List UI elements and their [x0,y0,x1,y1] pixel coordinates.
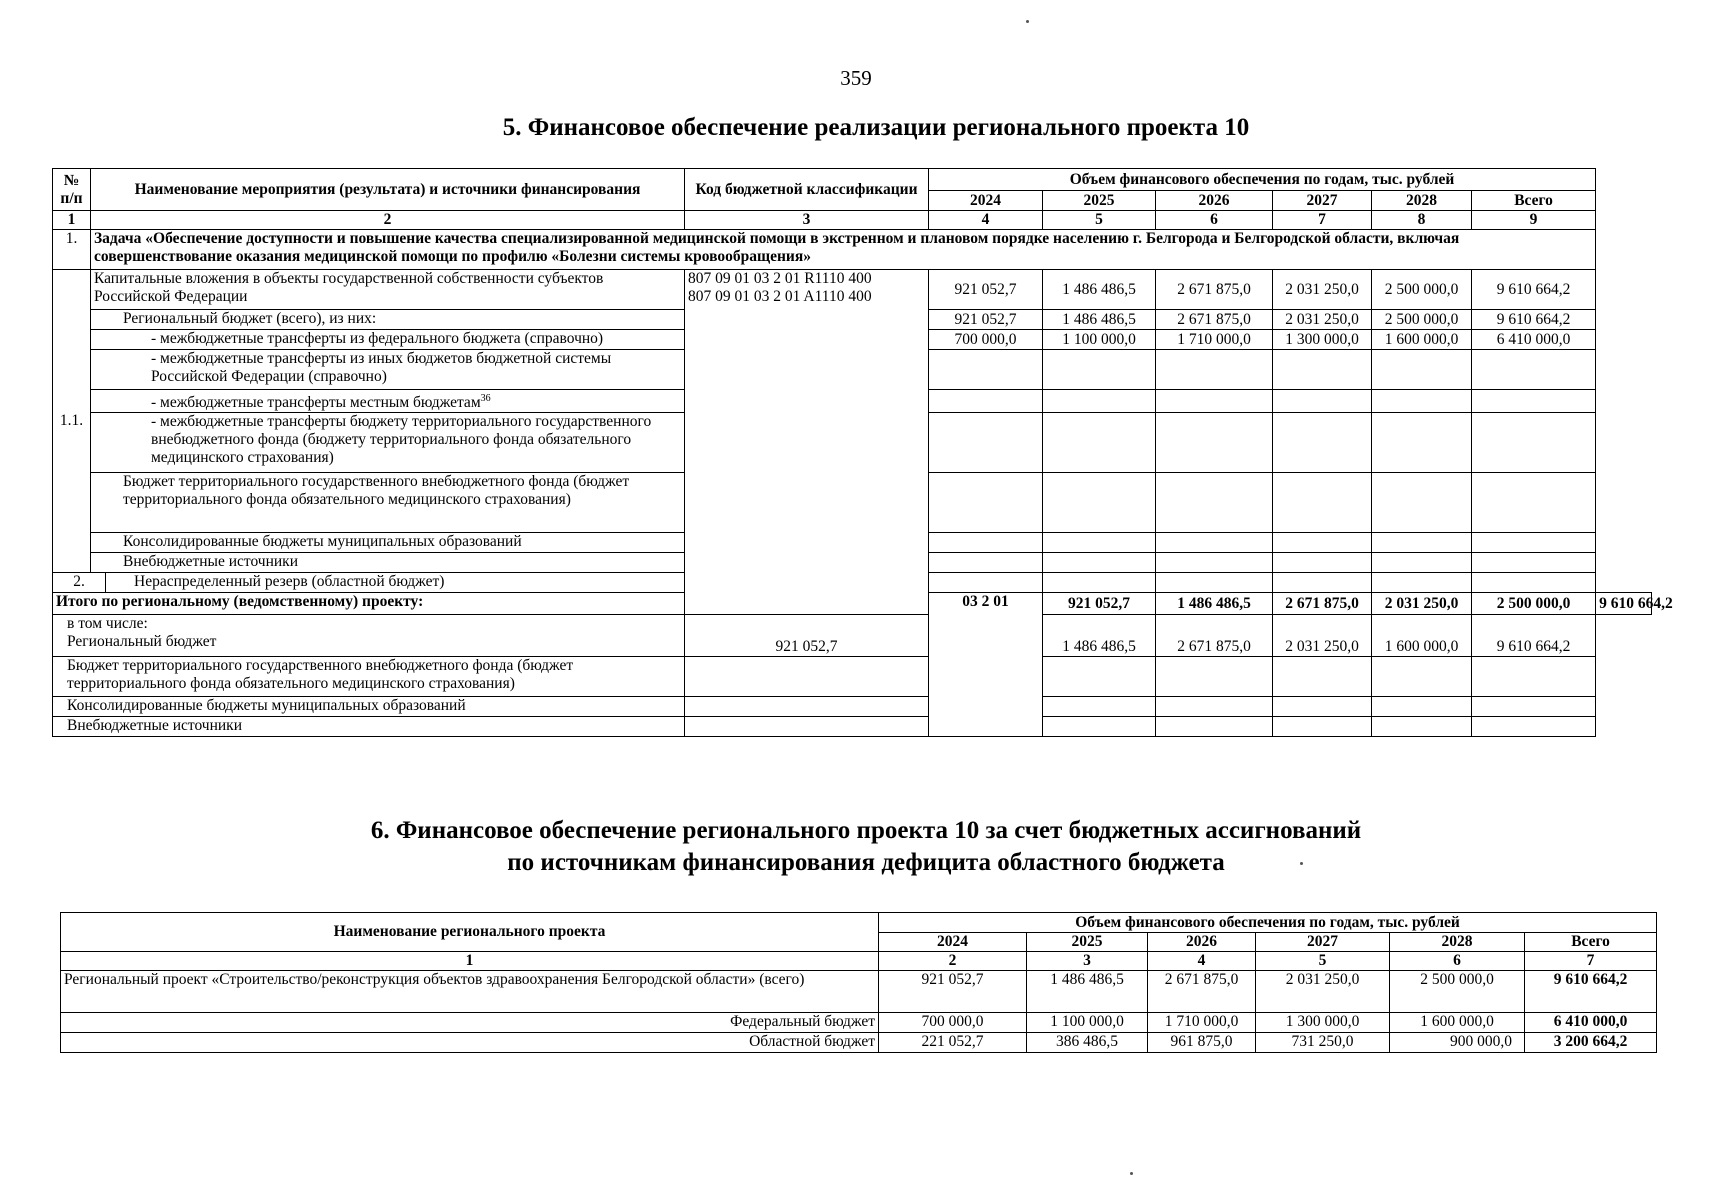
col-number: 9 [1472,211,1596,230]
col-number: 8 [1372,211,1472,230]
s6-header-year: 2026 [1148,933,1256,952]
header-year: 2028 [1372,191,1472,211]
value-cell: 1 600 000,0 [1372,330,1472,350]
value-cell: 1 100 000,0 [1043,330,1156,350]
value-cell: 2 671 875,0 [1156,310,1273,330]
total-value: 1 486 486,5 [1156,593,1273,615]
value-cell: 9 610 664,2 [1472,310,1596,330]
value-cell: 921 052,7 [929,270,1043,310]
col-number: 1 [53,211,91,230]
value-cell: 1 710 000,0 [1156,330,1273,350]
total-value: 9 610 664,2 [1596,593,1652,615]
header-total: Всего [1472,191,1596,211]
header-year: 2024 [929,191,1043,211]
total-value: 2 500 000,0 [1472,593,1596,615]
total-value: 6 410 000,0 [1525,1013,1657,1033]
value-cell: 9 610 664,2 [1472,270,1596,310]
value-cell: 2 500 000,0 [1372,310,1472,330]
row-federal-transfers: - межбюджетные трансферты из федерального бюджета (справочно) [91,330,685,350]
value-cell: 921 052,7 [929,310,1043,330]
including-regional-budget [53,615,685,657]
s6-col-number: 7 [1525,952,1657,971]
value-cell: 221 052,7 [879,1033,1027,1053]
header-name: Наименование мероприятия (результата) и источники финансирования [91,169,685,211]
scan-speck [1130,1172,1133,1175]
s6-header-year: 2028 [1390,933,1525,952]
value-cell: 1 100 000,0 [1027,1013,1148,1033]
row-local-transfers [91,390,685,413]
col-number: 5 [1043,211,1156,230]
item-1-1-code [685,270,929,615]
total-value: 2 031 250,0 [1372,593,1472,615]
col-number: 7 [1273,211,1372,230]
including-label: в том числе: [67,615,148,633]
header-year: 2025 [1043,191,1156,211]
value-cell: 2 500 000,0 [1390,971,1525,1013]
s6-regional-budget: Областной бюджет [61,1033,879,1053]
scan-speck [1026,20,1029,23]
s6-col-number: 2 [879,952,1027,971]
item-1-1-name: Капитальные вложения в объекты государственной собственности субъектов Российской Федерации [91,270,685,310]
total-label: Итого по региональному (ведомственному) проекту: [53,593,685,615]
header-year: 2027 [1273,191,1372,211]
row-municipal-budgets: Консолидированные бюджеты муниципальных образований [91,533,685,553]
s6-header-year: 2024 [879,933,1027,952]
tail-municipal-budgets: Консолидированные бюджеты муниципальных образований [53,697,685,717]
value-cell: 731 250,0 [1256,1033,1390,1053]
value-cell: 2 500 000,0 [1372,270,1472,310]
financing-table-section-5 [52,168,1673,737]
s6-col-number: 3 [1027,952,1148,971]
value-cell: 700 000,0 [929,330,1043,350]
value-cell: 2 671 875,0 [1156,270,1273,310]
value-cell: 6 410 000,0 [1472,330,1596,350]
value-cell: 1 300 000,0 [1273,330,1372,350]
row-local-transfers-label: - межбюджетные трансферты местным бюджетам [151,394,481,412]
value-cell: 1 486 486,5 [1027,971,1148,1013]
s6-col-number: 5 [1256,952,1390,971]
section-5-title: 5. Финансовое обеспечение реализации регионального проекта 10 [502,114,1250,141]
value-cell: 921 052,7 [879,971,1027,1013]
task-text: Задача «Обеспечение доступности и повышение качества специализированной медицинской помощи в экстренном и плановом порядке населению г. Белгорода и Белгородской области, включая совершенствование оказания медицинской помощи по профилю «Болезни системы кровообращения» [91,230,1596,270]
value-cell: 1 710 000,0 [1148,1013,1256,1033]
total-code: 03 2 01 [929,593,1043,737]
item-2-name: Нераспределенный резерв (областной бюджет) [106,573,685,593]
header-code: Код бюджетной классификации [685,169,929,211]
value-cell: 700 000,0 [879,1013,1027,1033]
value-cell: 2 671 875,0 [1148,971,1256,1013]
row-extrabudgetary: Внебюджетные источники [91,553,685,573]
col-number: 3 [685,211,929,230]
row-fund-transfers: - межбюджетные трансферты бюджету территориального государственного внебюджетного фонда (бюджету территориального фонда обязательного медицинского страхования) [91,413,685,473]
value-cell: 386 486,5 [1027,1033,1148,1053]
budget-code: 807 09 01 03 2 01 R1110 400 [688,270,872,287]
s6-federal-budget: Федеральный бюджет [61,1013,879,1033]
row-other-transfers: - межбюджетные трансферты из иных бюджетов бюджетной системы Российской Федерации (справочно) [91,350,685,390]
s6-header-year: 2027 [1256,933,1390,952]
tail-fund-budget: Бюджет территориального государственного внебюджетного фонда (бюджет территориального фонда обязательного медицинского страхования) [53,657,685,697]
scan-speck [1300,862,1303,865]
s6-header-name: Наименование регионального проекта [61,913,879,952]
budget-code: 807 09 01 03 2 01 A1110 400 [688,288,872,305]
s6-col-number: 4 [1148,952,1256,971]
value-cell: 2 031 250,0 [1273,310,1372,330]
value-cell: 9 610 664,2 [1472,615,1596,657]
section-6-title [10,815,1712,879]
s6-col-number: 6 [1390,952,1525,971]
s6-header-year: 2025 [1027,933,1148,952]
value-cell: 921 052,7 [685,615,929,657]
value-cell: 1 300 000,0 [1256,1013,1390,1033]
total-value: 3 200 664,2 [1525,1033,1657,1053]
total-value: 9 610 664,2 [1525,971,1657,1013]
tail-extrabudgetary: Внебюджетные источники [53,717,685,737]
section-6-title-line1: 6. Финансовое обеспечение регионального проекта 10 за счет бюджетных ассигнований [370,817,1362,844]
value-cell: 1 600 000,0 [1372,615,1472,657]
header-num: № п/п [53,169,91,211]
row-regional-budget: Региональный бюджет (всего), из них: [91,310,685,330]
value-cell: 961 875,0 [1148,1033,1256,1053]
value-cell: 2 671 875,0 [1156,615,1273,657]
s6-col-number: 1 [61,952,879,971]
value-cell: 2 031 250,0 [1273,615,1372,657]
col-number: 4 [929,211,1043,230]
item-1-1-num: 1.1. [53,270,91,573]
page-number: 359 [840,66,872,90]
s6-header-volume: Объем финансового обеспечения по годам, тыс. рублей [879,913,1657,933]
section-6-title-line2: по источникам финансирования дефицита областного бюджета [507,849,1225,876]
header-year: 2026 [1156,191,1273,211]
footnote-mark: 36 [480,393,491,404]
total-value: 2 671 875,0 [1273,593,1372,615]
value-cell: 2 031 250,0 [1273,270,1372,310]
total-value: 921 052,7 [1043,593,1156,615]
financing-table-section-6 [60,912,1657,1053]
col-number: 2 [91,211,685,230]
including-name: Региональный бюджет [67,633,217,651]
col-number: 6 [1156,211,1273,230]
value-cell: 1 486 486,5 [1043,615,1156,657]
task-num: 1. [53,230,91,270]
value-cell: 1 600 000,0 [1390,1013,1525,1033]
value-cell: 1 486 486,5 [1043,310,1156,330]
header-volume: Объем финансового обеспечения по годам, тыс. рублей [929,169,1596,191]
row-fund-budget: Бюджет территориального государственного внебюджетного фонда (бюджет территориального фонда обязательного медицинского страхования) [91,473,685,533]
item-2-num: 2. [53,573,106,593]
s6-project-name: Региональный проект «Строительство/реконструкция объектов здравоохранения Белгородской области» (всего) [61,971,879,1013]
s6-header-total: Всего [1525,933,1657,952]
value-cell: 2 031 250,0 [1256,971,1390,1013]
value-cell: 1 486 486,5 [1043,270,1156,310]
value-cell: 900 000,0 [1390,1033,1525,1053]
